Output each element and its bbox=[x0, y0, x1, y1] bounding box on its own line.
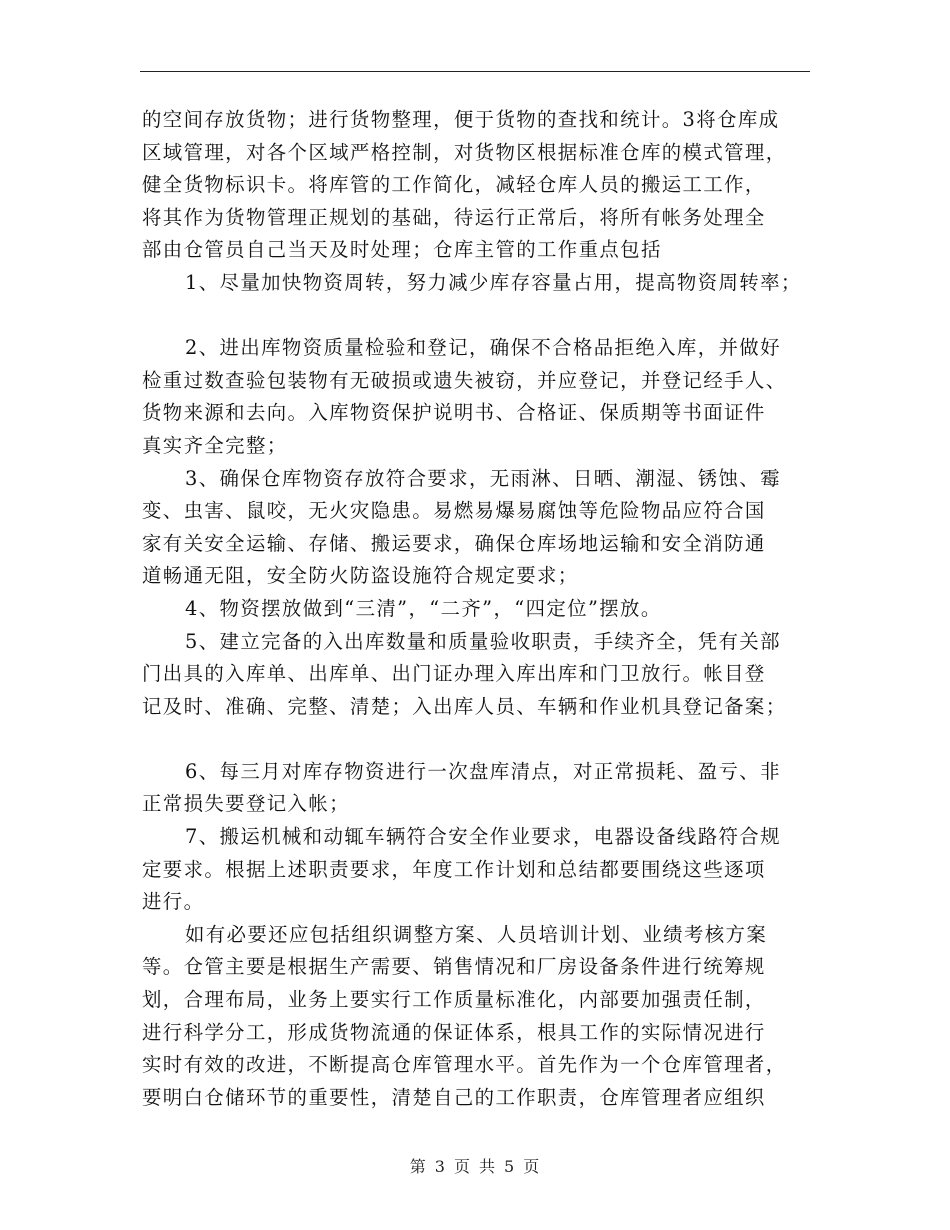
text-line: 进行科学分工，形成货物流通的保证体系，根具工作的实际情况进行 bbox=[142, 1020, 766, 1044]
header-rule bbox=[140, 71, 810, 72]
footer-prefix: 第 bbox=[409, 1157, 427, 1176]
text-line: 部由仓管员自己当天及时处理；仓库主管的工作重点包括 bbox=[142, 238, 662, 262]
text-line: 道畅通无阻，安全防火防盗设施符合规定要求； bbox=[142, 564, 579, 588]
text-line: 区域管理，对各个区域严格控制，对货物区根据标准仓库的模式管理， bbox=[142, 140, 787, 164]
text-line: 划，合理布局，业务上要实行工作质量标准化，内部要加强责任制， bbox=[142, 988, 766, 1012]
text-line: 健全货物标识卡。将库管的工作简化，减轻仓库人员的搬运工工作， bbox=[142, 173, 766, 197]
text-line: 货物来源和去向。入库物资保护说明书、合格证、保质期等书面证件 bbox=[142, 401, 766, 425]
page-footer bbox=[0, 1154, 950, 1177]
text-line: 等。仓管主要是根据生产需要、销售情况和厂房设备条件进行统筹规 bbox=[142, 955, 766, 979]
text-line: 如有必要还应包括组织调整方案、人员培训计划、业绩考核方案 bbox=[185, 922, 768, 946]
text-line: 正常损失要登记入帐； bbox=[142, 792, 350, 816]
footer-total-pages: 5 bbox=[504, 1157, 516, 1176]
footer-current-page: 3 bbox=[434, 1157, 446, 1176]
text-line: 6、每三月对库存物资进行一次盘库清点，对正常损耗、盈亏、非 bbox=[185, 759, 781, 783]
text-line: 4、物资摆放做到“三清”，“二齐”，“四定位”摆放。 bbox=[185, 596, 662, 620]
text-line: 真实齐全完整； bbox=[142, 433, 288, 457]
text-line: 要明白仓储环节的重要性，清楚自己的工作职责，仓库管理者应组织 bbox=[142, 1085, 766, 1109]
text-line: 2、进出库物资质量检验和登记，确保不合格品拒绝入库，并做好 bbox=[185, 336, 781, 360]
blank-line bbox=[142, 723, 814, 756]
text-line: 门出具的入库单、出库单、出门证办理入库出库和门卫放行。帐目登 bbox=[142, 662, 766, 686]
text-line: 家有关安全运输、存储、搬运要求，确保仓库场地运输和安全消防通 bbox=[142, 531, 766, 555]
text-line: 将其作为货物管理正规划的基础，待运行正常后，将所有帐务处理全 bbox=[142, 205, 766, 229]
text-line: 7、搬运机械和动辄车辆符合安全作业要求，电器设备线路符合规 bbox=[185, 825, 781, 849]
text-line: 3、确保仓库物资存放符合要求，无雨淋、日晒、潮湿、锈蚀、霉 bbox=[185, 466, 781, 490]
footer-total-word: 共 bbox=[479, 1157, 497, 1176]
text-line: 进行。 bbox=[142, 890, 205, 914]
text-line: 5、建立完备的入出库数量和质量验收职责，手续齐全，凭有关部 bbox=[185, 629, 781, 653]
text-line: 记及时、准确、完整、清楚；入出库人员、车辆和作业机具登记备案； bbox=[142, 694, 787, 718]
text-line: 检重过数查验包装物有无破损或遗失被窃，并应登记，并登记经手人、 bbox=[142, 368, 787, 392]
text-line: 1、尽量加快物资周转，努力减少库存容量占用，提高物资周转率； bbox=[185, 270, 802, 294]
footer-page-word: 页 bbox=[453, 1157, 471, 1176]
text-line: 定要求。根据上述职责要求，年度工作计划和总结都要围绕这些逐项 bbox=[142, 857, 766, 881]
document-body bbox=[142, 104, 814, 1114]
text-line: 变、虫害、鼠咬，无火灾隐患。易燃易爆易腐蚀等危险物品应符合国 bbox=[142, 499, 766, 523]
footer-suffix: 页 bbox=[523, 1157, 541, 1176]
blank-line bbox=[142, 300, 814, 333]
text-line: 的空间存放货物；进行货物整理，便于货物的查找和统计。3将仓库成 bbox=[142, 108, 780, 131]
text-line: 实时有效的改进，不断提高仓库管理水平。首先作为一个仓库管理者， bbox=[142, 1053, 787, 1077]
